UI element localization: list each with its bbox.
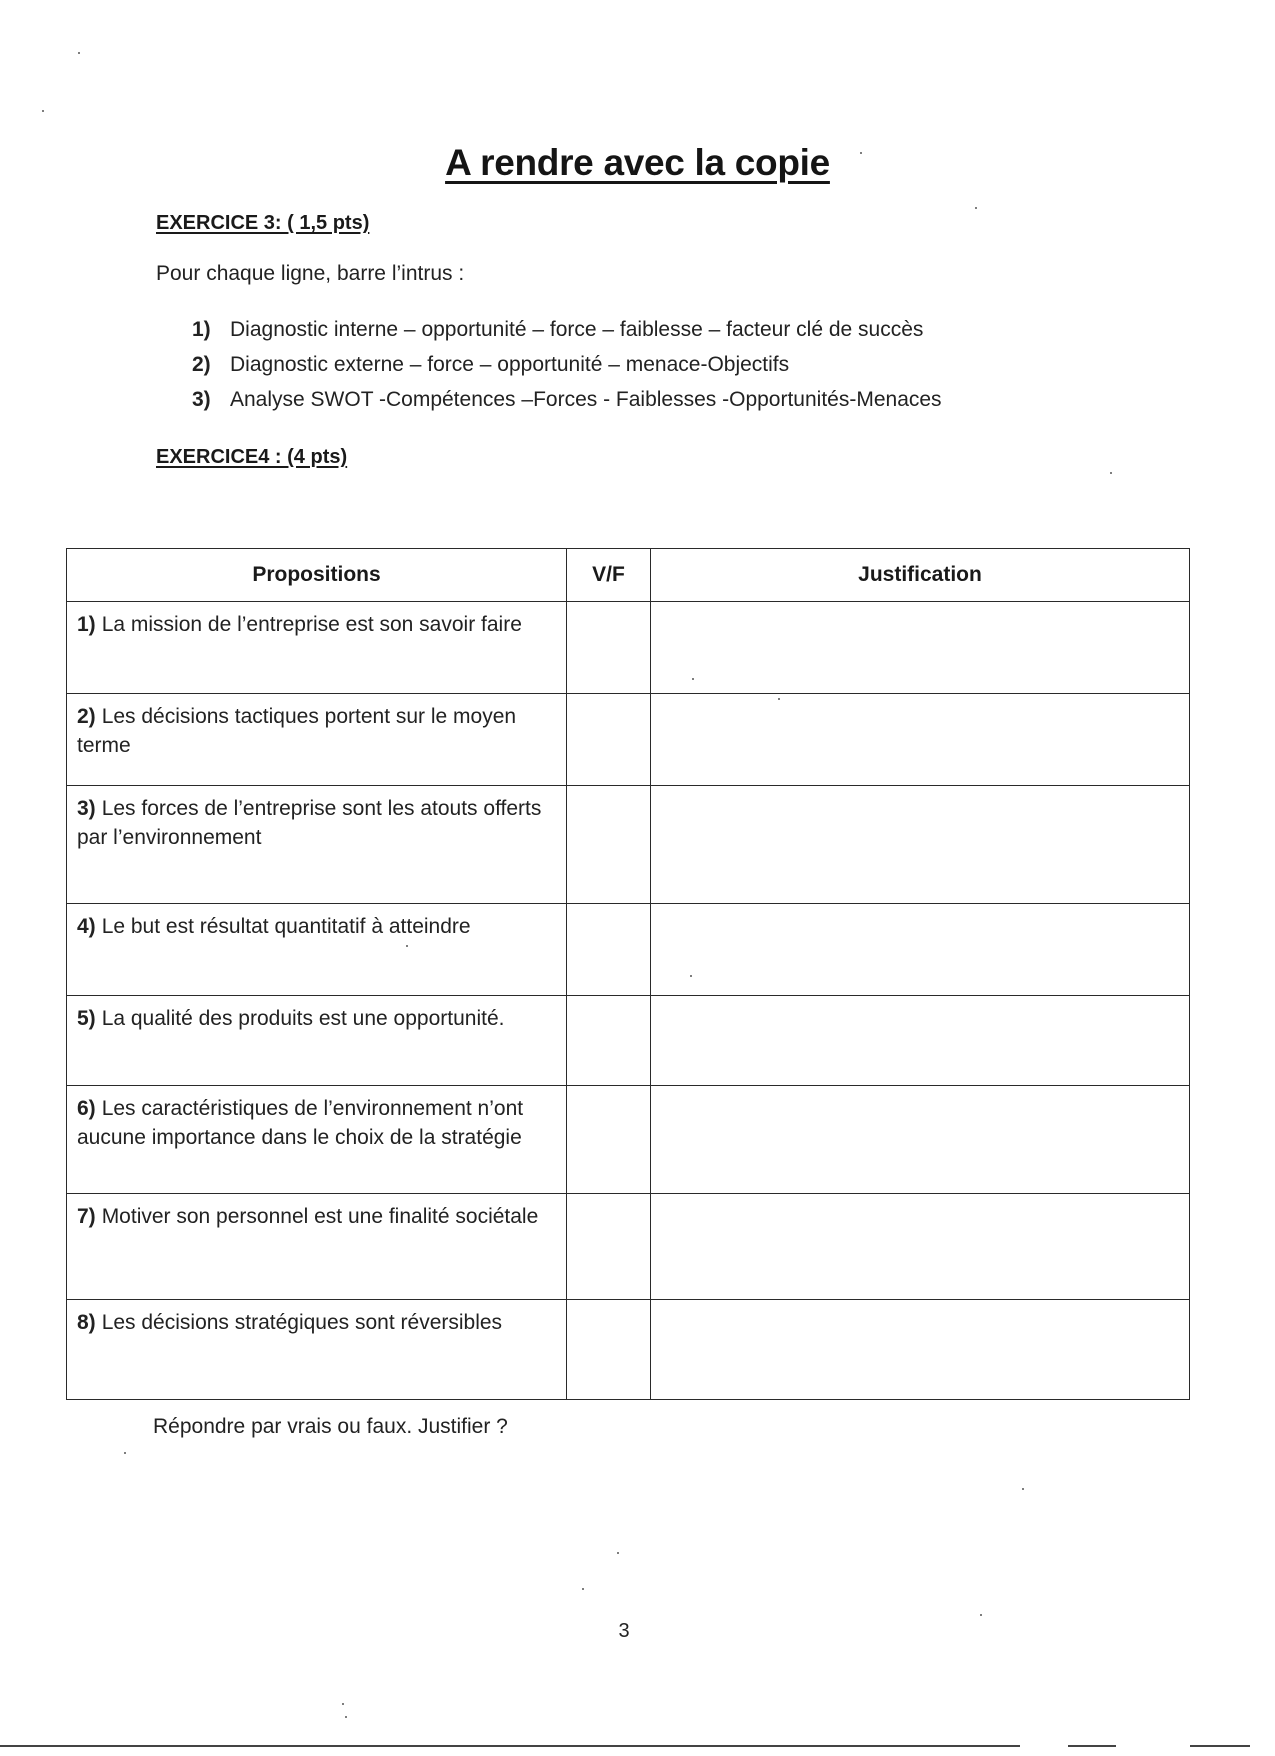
proposition-cell	[67, 602, 567, 694]
scan-speck	[692, 678, 694, 680]
vf-answer-cell[interactable]	[567, 602, 651, 694]
item-text: Diagnostic externe – force – opportunité – menace-Objectifs	[230, 353, 790, 376]
row-number: 1)	[77, 613, 96, 636]
scan-speck	[582, 1588, 584, 1590]
row-number: 7)	[77, 1205, 96, 1228]
list-item	[192, 353, 942, 388]
table-row	[67, 1086, 1190, 1194]
item-number: 2)	[192, 353, 211, 376]
scan-speck	[342, 1703, 344, 1705]
table-row	[67, 1300, 1190, 1400]
item-text: Diagnostic interne – opportunité – force – faiblesse – facteur clé de succès	[230, 318, 924, 341]
header-propositions: Propositions	[67, 549, 567, 602]
justification-cell[interactable]	[651, 1194, 1190, 1300]
proposition-text: Les décisions stratégiques sont réversibles	[101, 1311, 503, 1334]
vf-answer-cell[interactable]	[567, 996, 651, 1086]
proposition-cell	[67, 904, 567, 996]
justification-cell[interactable]	[651, 786, 1190, 904]
justification-cell[interactable]	[651, 1086, 1190, 1194]
scan-speck	[78, 52, 80, 54]
row-number: 6)	[77, 1097, 96, 1120]
scan-speck	[406, 945, 408, 947]
scan-speck	[1022, 1488, 1024, 1490]
scan-border-line	[1068, 1745, 1116, 1747]
proposition-cell	[67, 1086, 567, 1194]
exercise-3-heading: EXERCICE 3: ( 1,5 pts)	[156, 212, 370, 234]
proposition-text: La mission de l’entreprise est son savoir faire	[101, 613, 522, 636]
page-number: 3	[618, 1620, 630, 1642]
scan-speck	[980, 1614, 982, 1616]
list-item	[192, 318, 942, 353]
proposition-text: Le but est résultat quantitatif à atteindre	[101, 915, 471, 938]
intrus-list	[192, 318, 942, 423]
exercise-3-instruction: Pour chaque ligne, barre l’intrus :	[156, 262, 465, 285]
scan-border-line	[0, 1745, 1020, 1747]
item-text: Analyse SWOT -Compétences –Forces - Faiblesses -Opportunités-Menaces	[230, 388, 942, 411]
row-number: 3)	[77, 797, 96, 820]
vf-answer-cell[interactable]	[567, 786, 651, 904]
row-number: 2)	[77, 705, 96, 728]
row-number: 5)	[77, 1007, 96, 1030]
proposition-text: Les caractéristiques de l’environnement n’ont aucune importance dans le choix de la stratégie	[77, 1097, 524, 1149]
table-row	[67, 904, 1190, 996]
proposition-cell	[67, 996, 567, 1086]
table-header-row	[67, 549, 1190, 602]
scan-speck	[778, 698, 780, 700]
scan-speck	[345, 1716, 347, 1718]
header-justification: Justification	[651, 549, 1190, 602]
proposition-cell	[67, 786, 567, 904]
page-title: A rendre avec la copie	[445, 142, 830, 183]
exercise-4-heading: EXERCICE4 : (4 pts)	[156, 446, 348, 468]
justification-cell[interactable]	[651, 1300, 1190, 1400]
proposition-text: Les forces de l’entreprise sont les atouts offerts par l’environnement	[77, 797, 542, 849]
proposition-cell	[67, 694, 567, 786]
instruction-footnote: Répondre par vrais ou faux. Justifier ?	[153, 1415, 508, 1438]
table-row	[67, 1194, 1190, 1300]
scan-speck	[42, 110, 44, 112]
justification-cell[interactable]	[651, 996, 1190, 1086]
vf-answer-cell[interactable]	[567, 904, 651, 996]
row-number: 8)	[77, 1311, 96, 1334]
proposition-text: Les décisions tactiques portent sur le moyen terme	[77, 705, 517, 757]
item-number: 3)	[192, 388, 211, 411]
table-row	[67, 602, 1190, 694]
vf-answer-cell[interactable]	[567, 1300, 651, 1400]
proposition-cell	[67, 1300, 567, 1400]
vf-answer-cell[interactable]	[567, 694, 651, 786]
propositions-table	[66, 548, 1190, 1400]
justification-cell[interactable]	[651, 602, 1190, 694]
scan-speck	[124, 1452, 126, 1454]
proposition-text: La qualité des produits est une opportunité.	[101, 1007, 505, 1030]
justification-cell[interactable]	[651, 694, 1190, 786]
scan-speck	[690, 975, 692, 977]
vf-answer-cell[interactable]	[567, 1086, 651, 1194]
table-row	[67, 996, 1190, 1086]
scan-speck	[617, 1552, 619, 1554]
scan-speck	[1110, 472, 1112, 474]
item-number: 1)	[192, 318, 211, 341]
scan-speck	[975, 207, 977, 209]
row-number: 4)	[77, 915, 96, 938]
table-row	[67, 786, 1190, 904]
list-item	[192, 388, 942, 423]
scan-border-line	[1190, 1745, 1250, 1747]
justification-cell[interactable]	[651, 904, 1190, 996]
proposition-cell	[67, 1194, 567, 1300]
header-vf: V/F	[567, 549, 651, 602]
proposition-text: Motiver son personnel est une finalité sociétale	[101, 1205, 539, 1228]
vf-answer-cell[interactable]	[567, 1194, 651, 1300]
scan-speck	[860, 152, 862, 154]
table-row	[67, 694, 1190, 786]
